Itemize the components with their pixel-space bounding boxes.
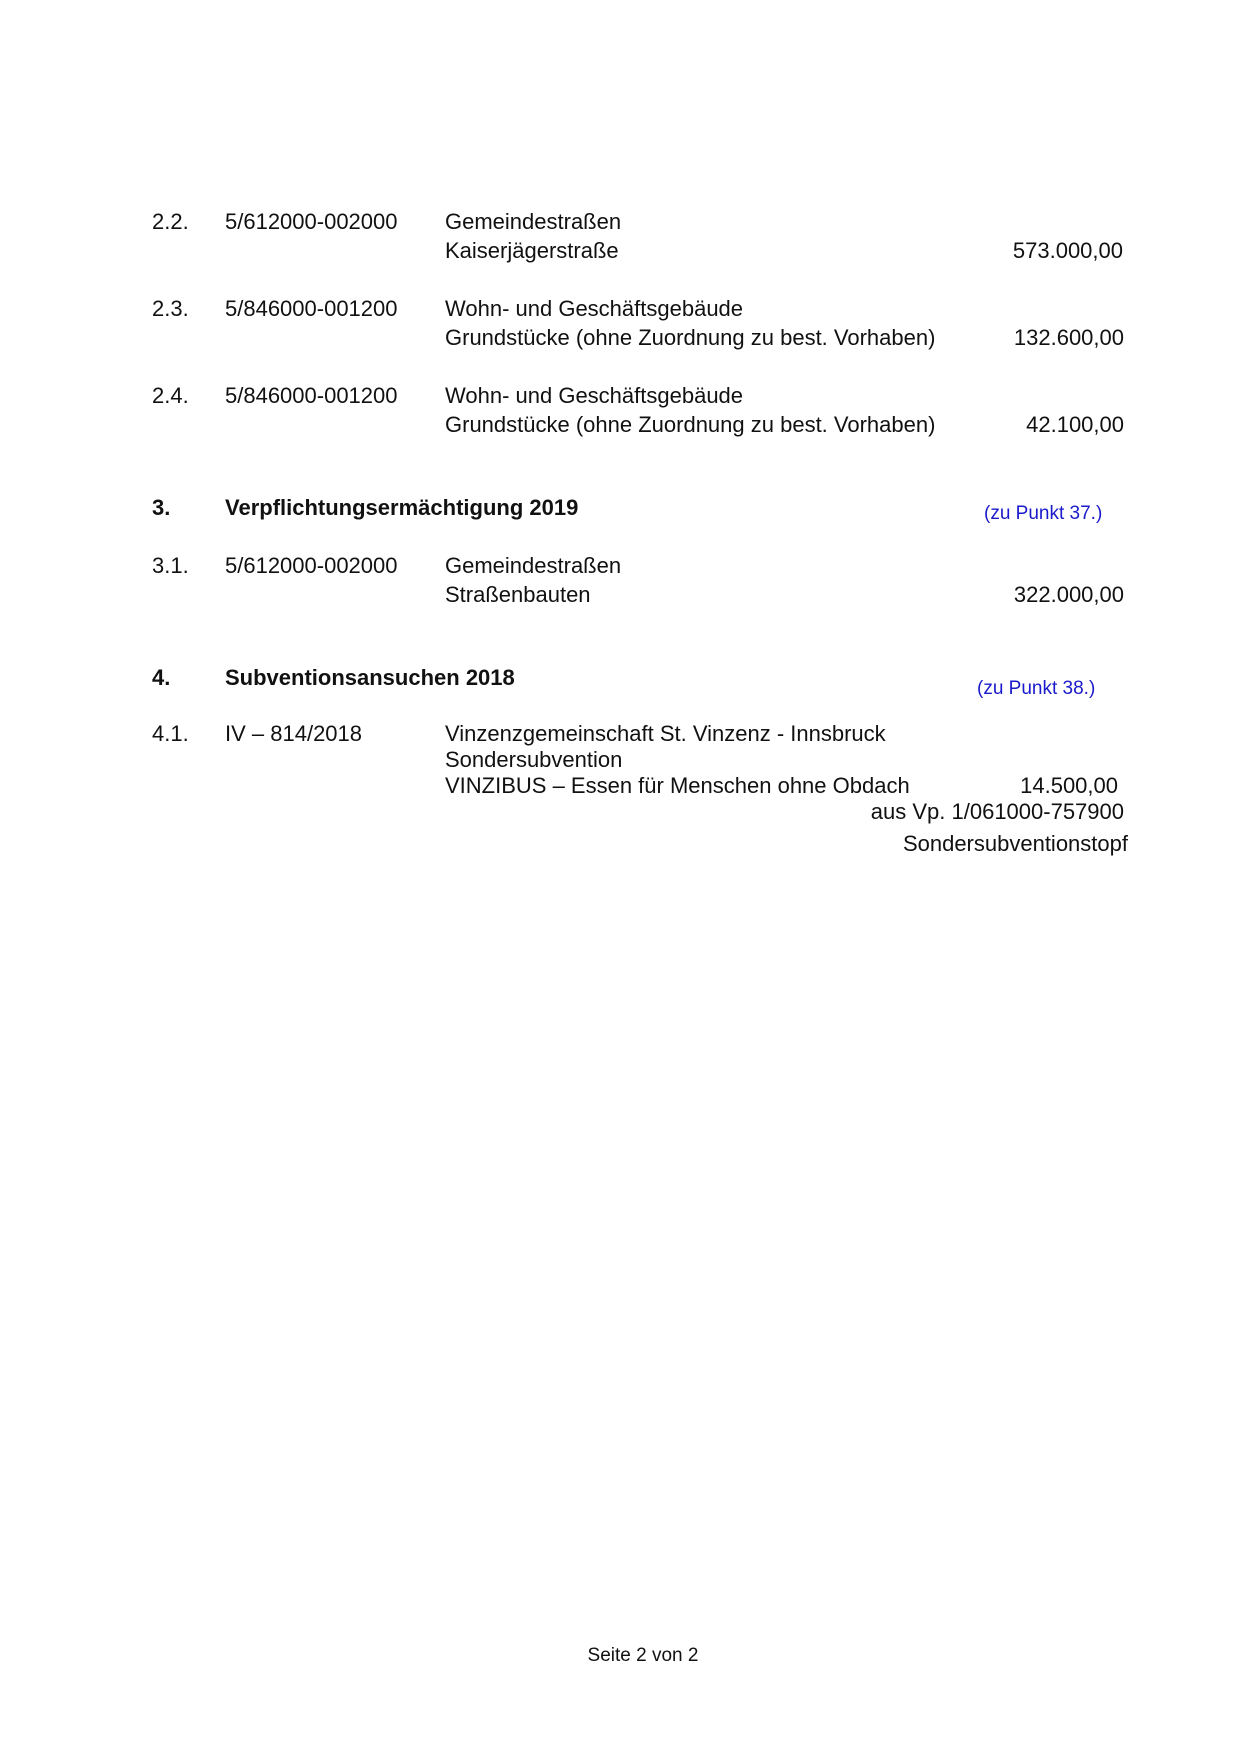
item-amount: 42.100,00 [1026,412,1124,437]
item-description: Grundstücke (ohne Zuordnung zu best. Vorhaben) [445,325,936,350]
item-code: 5/846000-001200 [225,383,398,408]
item-number: 4.1. [152,721,189,746]
section-number: 4. [152,665,171,690]
item-code: 5/612000-002000 [225,553,398,578]
item-category: Gemeindestraßen [445,209,622,234]
item-description: Grundstücke (ohne Zuordnung zu best. Vorhaben) [445,412,936,437]
section-reference: (zu Punkt 38.) [977,678,1096,699]
item-category: Gemeindestraßen [445,553,622,578]
item-number: 3.1. [152,553,189,578]
item-amount: 573.000,00 [1012,238,1123,263]
section-title: Subventionsansuchen 2018 [225,665,515,690]
item-amount: 132.600,00 [1013,325,1124,350]
item-category: Wohn- und Geschäftsgebäude [445,383,744,408]
item-description: VINZIBUS – Essen für Menschen ohne Obdach [445,773,910,798]
item-code: 5/846000-001200 [225,296,398,321]
item-budget-pool: Sondersubventionstopf [902,831,1128,856]
item-code: IV – 814/2018 [225,721,363,746]
page-footer: Seite 2 von 2 [587,1645,699,1666]
item-category: Wohn- und Geschäftsgebäude [445,296,744,321]
section-number: 3. [152,495,171,520]
section-title: Verpflichtungsermächtigung 2019 [225,495,579,520]
section-reference: (zu Punkt 37.) [984,503,1103,524]
item-description: Straßenbauten [445,582,591,607]
item-budget-source: aus Vp. 1/061000-757900 [870,799,1124,824]
item-recipient: Vinzenzgemeinschaft St. Vinzenz - Innsbruck [445,721,886,746]
item-number: 2.2. [152,209,189,234]
item-category: Sondersubvention [445,747,623,772]
item-number: 2.3. [152,296,189,321]
item-amount: 14.500,00 [1020,773,1118,798]
item-description: Kaiserjägerstraße [445,238,619,263]
item-amount: 322.000,00 [1013,582,1124,607]
item-code: 5/612000-002000 [225,209,398,234]
item-number: 2.4. [152,383,189,408]
